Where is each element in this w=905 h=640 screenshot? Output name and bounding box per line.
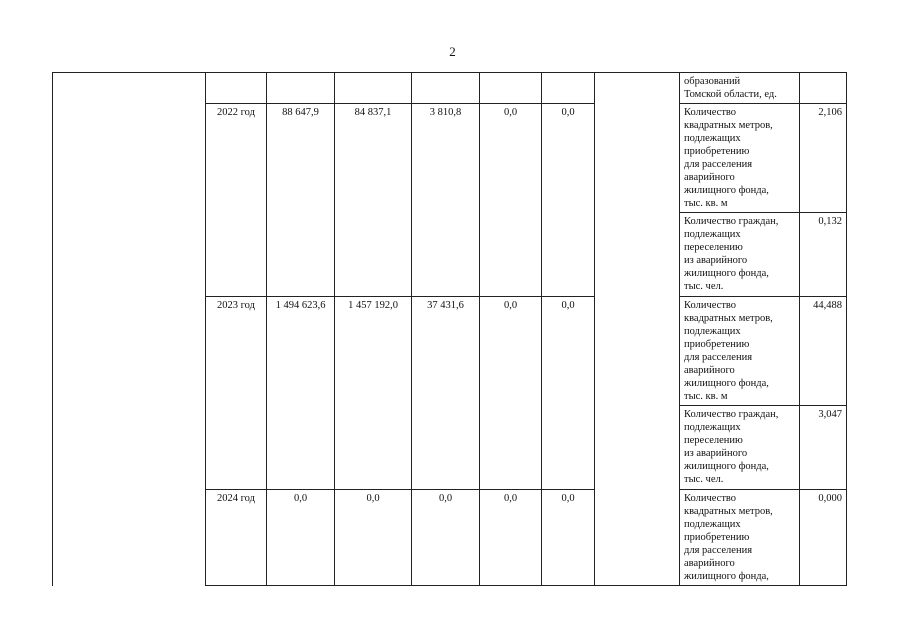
federal-cell: 84 837,1	[335, 104, 412, 297]
indicator-value: 0,132	[800, 213, 847, 297]
indicator-label: Количество квадратных метров, подлежащих приобретению для расселения аварийного жилищного фонда, тыс. кв. м	[680, 104, 800, 213]
indicator-value: 44,488	[800, 297, 847, 406]
indicator-label: образований Томской области, ед.	[680, 73, 800, 104]
year-cell: 2022 год	[206, 104, 267, 297]
total-cell: 0,0	[267, 490, 335, 586]
year-cell: 2023 год	[206, 297, 267, 490]
total-cell: 88 647,9	[267, 104, 335, 297]
indicator-value: 2,106	[800, 104, 847, 213]
indicator-group-cell	[595, 73, 680, 586]
year-cell: 2024 год	[206, 490, 267, 586]
local-cell: 0,0	[480, 104, 542, 297]
local-cell	[480, 73, 542, 104]
page-number: 2	[449, 44, 456, 59]
financing-table	[52, 72, 847, 586]
table-row	[53, 73, 847, 104]
total-cell	[267, 73, 335, 104]
total-cell: 1 494 623,6	[267, 297, 335, 490]
federal-cell	[335, 73, 412, 104]
indicator-value: 3,047	[800, 406, 847, 490]
indicator-label: Количество квадратных метров, подлежащих приобретению для расселения аварийного жилищного фонда, тыс. кв. м	[680, 297, 800, 406]
other-cell: 0,0	[542, 297, 595, 490]
regional-cell: 3 810,8	[412, 104, 480, 297]
federal-cell: 1 457 192,0	[335, 297, 412, 490]
other-cell	[542, 73, 595, 104]
program-name-cell	[53, 73, 206, 586]
other-cell: 0,0	[542, 490, 595, 586]
regional-cell	[412, 73, 480, 104]
regional-cell: 37 431,6	[412, 297, 480, 490]
local-cell: 0,0	[480, 490, 542, 586]
federal-cell: 0,0	[335, 490, 412, 586]
indicator-value: 0,000	[800, 490, 847, 586]
indicator-label: Количество квадратных метров, подлежащих приобретению для расселения аварийного жилищного фонда,	[680, 490, 800, 586]
indicator-label: Количество граждан, подлежащих переселению из аварийного жилищного фонда, тыс. чел.	[680, 406, 800, 490]
indicator-value	[800, 73, 847, 104]
year-cell	[206, 73, 267, 104]
local-cell: 0,0	[480, 297, 542, 490]
indicator-label: Количество граждан, подлежащих переселению из аварийного жилищного фонда, тыс. чел.	[680, 213, 800, 297]
other-cell: 0,0	[542, 104, 595, 297]
regional-cell: 0,0	[412, 490, 480, 586]
